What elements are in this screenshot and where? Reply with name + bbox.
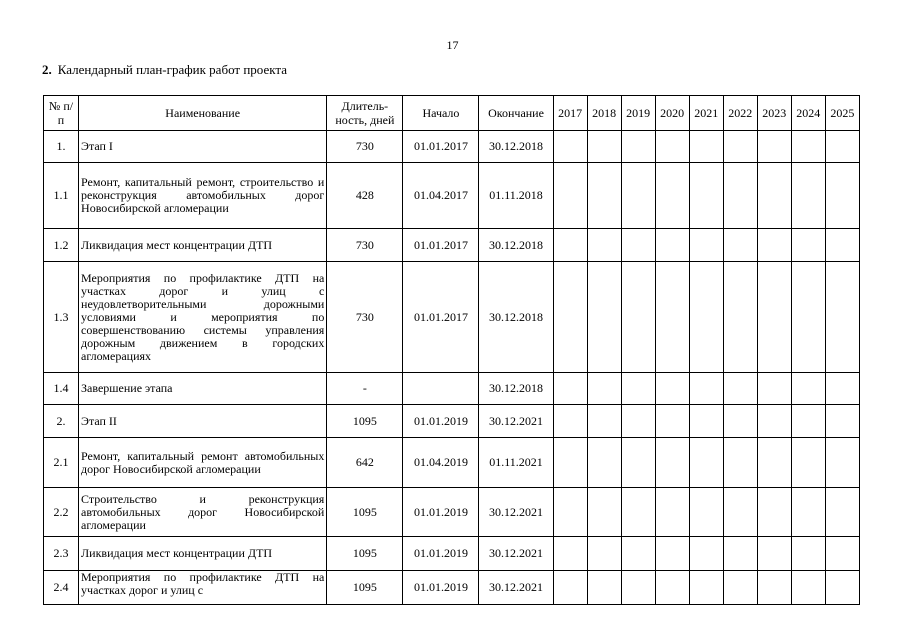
- row-num: 1.2: [44, 229, 79, 262]
- header-year: 2017: [553, 96, 587, 131]
- year-cell: [723, 405, 757, 438]
- year-cell: [553, 405, 587, 438]
- header-year: 2025: [825, 96, 859, 131]
- year-cell: [757, 537, 791, 571]
- row-end: 30.12.2018: [479, 262, 553, 373]
- row-duration: 730: [327, 131, 403, 163]
- row-num: 1.: [44, 131, 79, 163]
- row-start: 01.01.2017: [403, 229, 479, 262]
- year-cell: [757, 405, 791, 438]
- section-number: 2.: [42, 62, 52, 77]
- row-start: 01.01.2017: [403, 262, 479, 373]
- year-cell: [791, 229, 825, 262]
- row-num: 1.3: [44, 262, 79, 373]
- year-cell: [723, 229, 757, 262]
- year-cell: [621, 537, 655, 571]
- year-cell: [621, 229, 655, 262]
- year-cell: [791, 571, 825, 605]
- year-cell: [587, 262, 621, 373]
- year-cell: [825, 163, 859, 229]
- year-cell: [689, 373, 723, 405]
- year-cell: [655, 405, 689, 438]
- year-cell: [791, 405, 825, 438]
- year-cell: [757, 229, 791, 262]
- row-end: 30.12.2021: [479, 405, 553, 438]
- year-cell: [587, 163, 621, 229]
- year-cell: [553, 229, 587, 262]
- year-cell: [825, 537, 859, 571]
- table-row: [44, 163, 860, 229]
- year-cell: [757, 373, 791, 405]
- year-cell: [621, 131, 655, 163]
- header-num: № п/п: [44, 96, 79, 131]
- year-cell: [757, 262, 791, 373]
- header-year: 2019: [621, 96, 655, 131]
- year-cell: [655, 488, 689, 537]
- year-cell: [723, 163, 757, 229]
- year-cell: [587, 438, 621, 488]
- row-num: 2.4: [44, 571, 79, 605]
- row-end: 30.12.2021: [479, 537, 553, 571]
- year-cell: [553, 131, 587, 163]
- year-cell: [757, 488, 791, 537]
- row-name: Мероприятия по профилактике ДТП на участках дорог и улиц с: [79, 571, 327, 605]
- year-cell: [757, 571, 791, 605]
- section-title-text: Календарный план-график работ проекта: [57, 62, 287, 77]
- year-cell: [621, 438, 655, 488]
- table-header-row: [44, 96, 860, 131]
- year-cell: [689, 488, 723, 537]
- year-cell: [757, 438, 791, 488]
- year-cell: [587, 131, 621, 163]
- table-row: [44, 488, 860, 537]
- year-cell: [723, 438, 757, 488]
- table-row: [44, 262, 860, 373]
- header-year: 2023: [757, 96, 791, 131]
- year-cell: [689, 438, 723, 488]
- year-cell: [553, 163, 587, 229]
- row-num: 2.: [44, 405, 79, 438]
- row-start: 01.04.2017: [403, 163, 479, 229]
- year-cell: [553, 262, 587, 373]
- row-end: 01.11.2018: [479, 163, 553, 229]
- header-year: 2024: [791, 96, 825, 131]
- year-cell: [791, 262, 825, 373]
- year-cell: [587, 537, 621, 571]
- row-duration: 428: [327, 163, 403, 229]
- year-cell: [723, 571, 757, 605]
- schedule-table: [43, 95, 860, 605]
- year-cell: [689, 229, 723, 262]
- row-end: 30.12.2018: [479, 131, 553, 163]
- year-cell: [655, 571, 689, 605]
- year-cell: [791, 131, 825, 163]
- row-num: 2.1: [44, 438, 79, 488]
- row-name: Этап II: [79, 405, 327, 438]
- row-num: 1.4: [44, 373, 79, 405]
- row-name: Ликвидация мест концентрации ДТП: [79, 537, 327, 571]
- year-cell: [621, 262, 655, 373]
- year-cell: [757, 163, 791, 229]
- header-name: Наименование: [79, 96, 327, 131]
- row-duration: 730: [327, 262, 403, 373]
- year-cell: [723, 131, 757, 163]
- year-cell: [723, 262, 757, 373]
- row-start: 01.01.2019: [403, 488, 479, 537]
- year-cell: [689, 571, 723, 605]
- year-cell: [621, 373, 655, 405]
- row-name: Ремонт, капитальный ремонт, строительство и реконструкция автомобильных дорог Новосибирской агломерации: [79, 163, 327, 229]
- year-cell: [655, 373, 689, 405]
- year-cell: [587, 229, 621, 262]
- header-year: 2020: [655, 96, 689, 131]
- year-cell: [689, 163, 723, 229]
- year-cell: [553, 571, 587, 605]
- row-duration: 1095: [327, 571, 403, 605]
- year-cell: [791, 438, 825, 488]
- table-row: [44, 571, 860, 605]
- year-cell: [791, 373, 825, 405]
- year-cell: [655, 229, 689, 262]
- year-cell: [723, 537, 757, 571]
- header-start: Начало: [403, 96, 479, 131]
- row-start: 01.01.2017: [403, 131, 479, 163]
- header-year: 2021: [689, 96, 723, 131]
- header-duration: Длитель-ность, дней: [327, 96, 403, 131]
- year-cell: [723, 373, 757, 405]
- row-end: 30.12.2021: [479, 571, 553, 605]
- year-cell: [825, 131, 859, 163]
- row-end: 30.12.2018: [479, 229, 553, 262]
- year-cell: [655, 262, 689, 373]
- table-row: [44, 131, 860, 163]
- year-cell: [757, 131, 791, 163]
- row-duration: 642: [327, 438, 403, 488]
- table-row: [44, 229, 860, 262]
- year-cell: [655, 438, 689, 488]
- year-cell: [553, 373, 587, 405]
- section-title: [42, 62, 287, 78]
- row-end: 30.12.2018: [479, 373, 553, 405]
- year-cell: [553, 438, 587, 488]
- year-cell: [553, 488, 587, 537]
- year-cell: [689, 262, 723, 373]
- year-cell: [825, 229, 859, 262]
- year-cell: [825, 571, 859, 605]
- header-year: 2022: [723, 96, 757, 131]
- year-cell: [689, 537, 723, 571]
- row-name: Ликвидация мест концентрации ДТП: [79, 229, 327, 262]
- row-duration: 1095: [327, 537, 403, 571]
- row-start: 01.01.2019: [403, 405, 479, 438]
- year-cell: [587, 488, 621, 537]
- table-row: [44, 438, 860, 488]
- year-cell: [791, 488, 825, 537]
- year-cell: [723, 488, 757, 537]
- row-start: 01.01.2019: [403, 571, 479, 605]
- row-name: Завершение этапа: [79, 373, 327, 405]
- year-cell: [791, 537, 825, 571]
- row-duration: 1095: [327, 488, 403, 537]
- year-cell: [587, 373, 621, 405]
- table-row: [44, 405, 860, 438]
- row-name: Этап I: [79, 131, 327, 163]
- header-end: Окончание: [479, 96, 553, 131]
- year-cell: [553, 537, 587, 571]
- page-number: 17: [446, 38, 459, 52]
- year-cell: [621, 163, 655, 229]
- year-cell: [587, 405, 621, 438]
- row-name: Ремонт, капитальный ремонт автомобильных дорог Новосибирской агломерации: [79, 438, 327, 488]
- row-start: [403, 373, 479, 405]
- year-cell: [621, 571, 655, 605]
- year-cell: [825, 373, 859, 405]
- table-row: [44, 373, 860, 405]
- row-num: 2.3: [44, 537, 79, 571]
- year-cell: [689, 405, 723, 438]
- year-cell: [621, 488, 655, 537]
- row-start: 01.01.2019: [403, 537, 479, 571]
- year-cell: [825, 262, 859, 373]
- row-name: Мероприятия по профилактике ДТП на участках дорог и улиц с неудовлетворительными дорожными условиями и мероприятия по совершенствованию системы управления дорожным движением в городских агломерациях: [79, 262, 327, 373]
- year-cell: [655, 537, 689, 571]
- year-cell: [689, 131, 723, 163]
- year-cell: [621, 405, 655, 438]
- year-cell: [825, 438, 859, 488]
- row-start: 01.04.2019: [403, 438, 479, 488]
- year-cell: [825, 405, 859, 438]
- row-end: 30.12.2021: [479, 488, 553, 537]
- year-cell: [587, 571, 621, 605]
- row-duration: 730: [327, 229, 403, 262]
- year-cell: [655, 131, 689, 163]
- table-row: [44, 537, 860, 571]
- row-duration: -: [327, 373, 403, 405]
- year-cell: [825, 488, 859, 537]
- row-duration: 1095: [327, 405, 403, 438]
- row-num: 1.1: [44, 163, 79, 229]
- row-name: Строительство и реконструкция автомобильных дорог Новосибирской агломерации: [79, 488, 327, 537]
- year-cell: [791, 163, 825, 229]
- header-year: 2018: [587, 96, 621, 131]
- row-num: 2.2: [44, 488, 79, 537]
- year-cell: [655, 163, 689, 229]
- row-end: 01.11.2021: [479, 438, 553, 488]
